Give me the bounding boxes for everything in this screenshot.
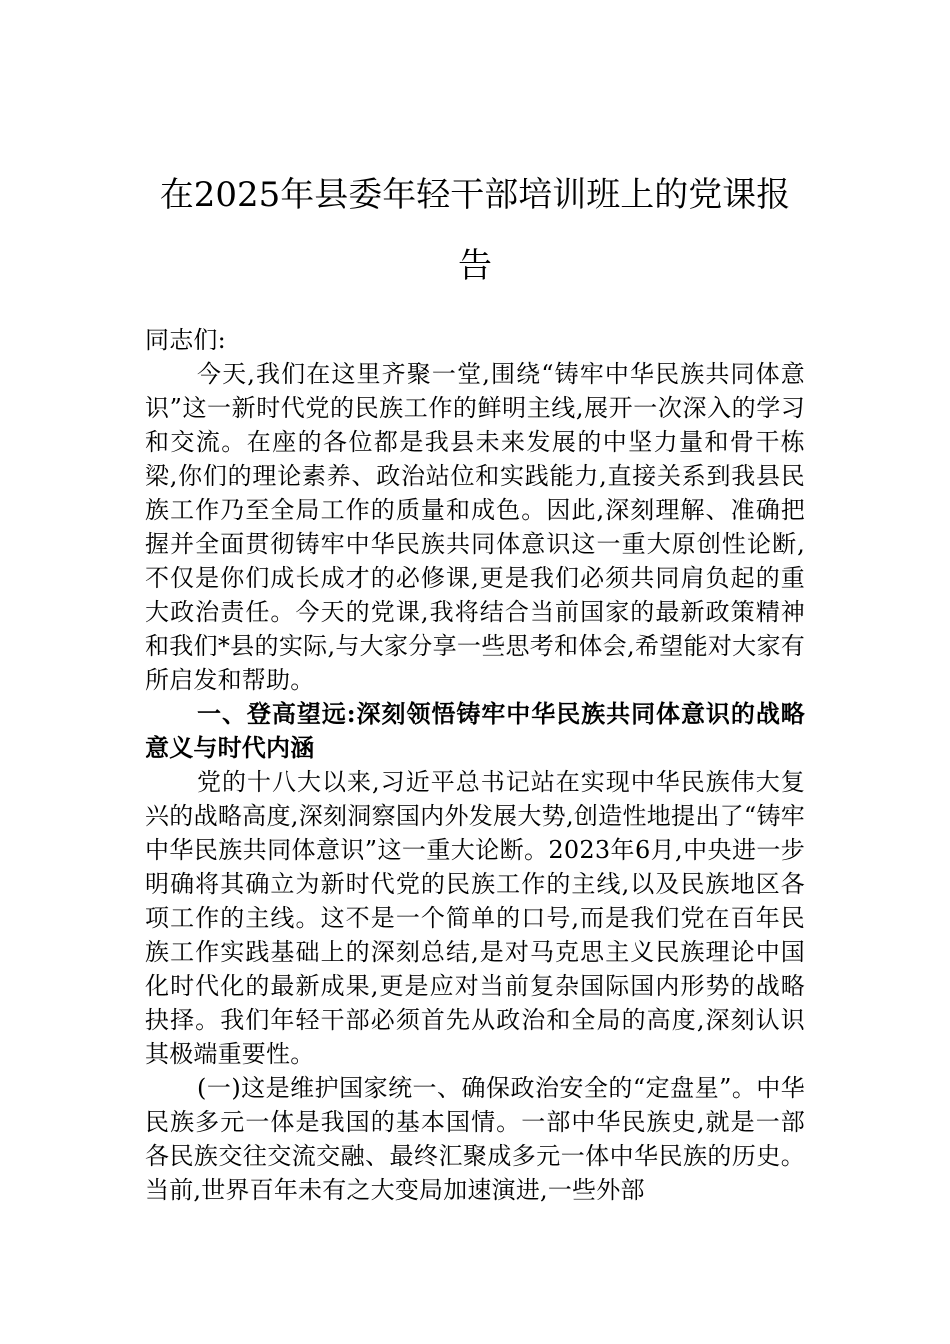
- intro-paragraph: 今天,我们在这里齐聚一堂,围绕“铸牢中华民族共同体意识”这一新时代党的民族工作的鲜明主线,展开一次深入的学习和交流。在座的各位都是我县未来发展的中坚力量和骨干栋梁,你们的理论素养、政治站位和实践能力,直接关系到我县民族工作乃至全局工作的质量和成色。因此,深刻理解、准确把握并全面贯彻铸牢中华民族共同体意识这一重大原创性论断,不仅是你们成长成才的必修课,更是我们必须共同肩负起的重大政治责任。今天的党课,我将结合当前国家的最新政策精神和我们*县的实际,与大家分享一些思考和体会,希望能对大家有所启发和帮助。: [145, 360, 805, 694]
- section-1-paragraph: 党的十八大以来,习近平总书记站在实现中华民族伟大复兴的战略高度,深刻洞察国内外发展大势,创造性地提出了“铸牢中华民族共同体意识”这一重大论断。2023年6月,中央进一步明确将其确立为新时代党的民族工作的主线,以及民族地区各项工作的主线。这不是一个简单的口号,而是我们党在百年民族工作实践基础上的深刻总结,是对马克思主义民族理论中国化时代化的最新成果,更是应对当前复杂国际国内形势的战略抉择。我们年轻干部必须首先从政治和全局的高度,深刻认识其极端重要性。: [145, 768, 805, 1068]
- subsection-1-paragraph: (一)这是维护国家统一、确保政治安全的“定盘星”。中华民族多元一体是我国的基本国情。一部中华民族史,就是一部各民族交往交流交融、最终汇聚成多元一体中华民族的历史。当前,世界百年未有之大变局加速演进,一些外部: [145, 1074, 805, 1204]
- document-body: [145, 323, 805, 1207]
- salutation: 同志们:: [145, 326, 226, 354]
- section-heading-1: 一、登高望远:深刻领悟铸牢中华民族共同体意识的战略意义与时代内涵: [145, 699, 805, 762]
- document-title: 在2025年县委年轻干部培训班上的党课报告: [159, 175, 791, 286]
